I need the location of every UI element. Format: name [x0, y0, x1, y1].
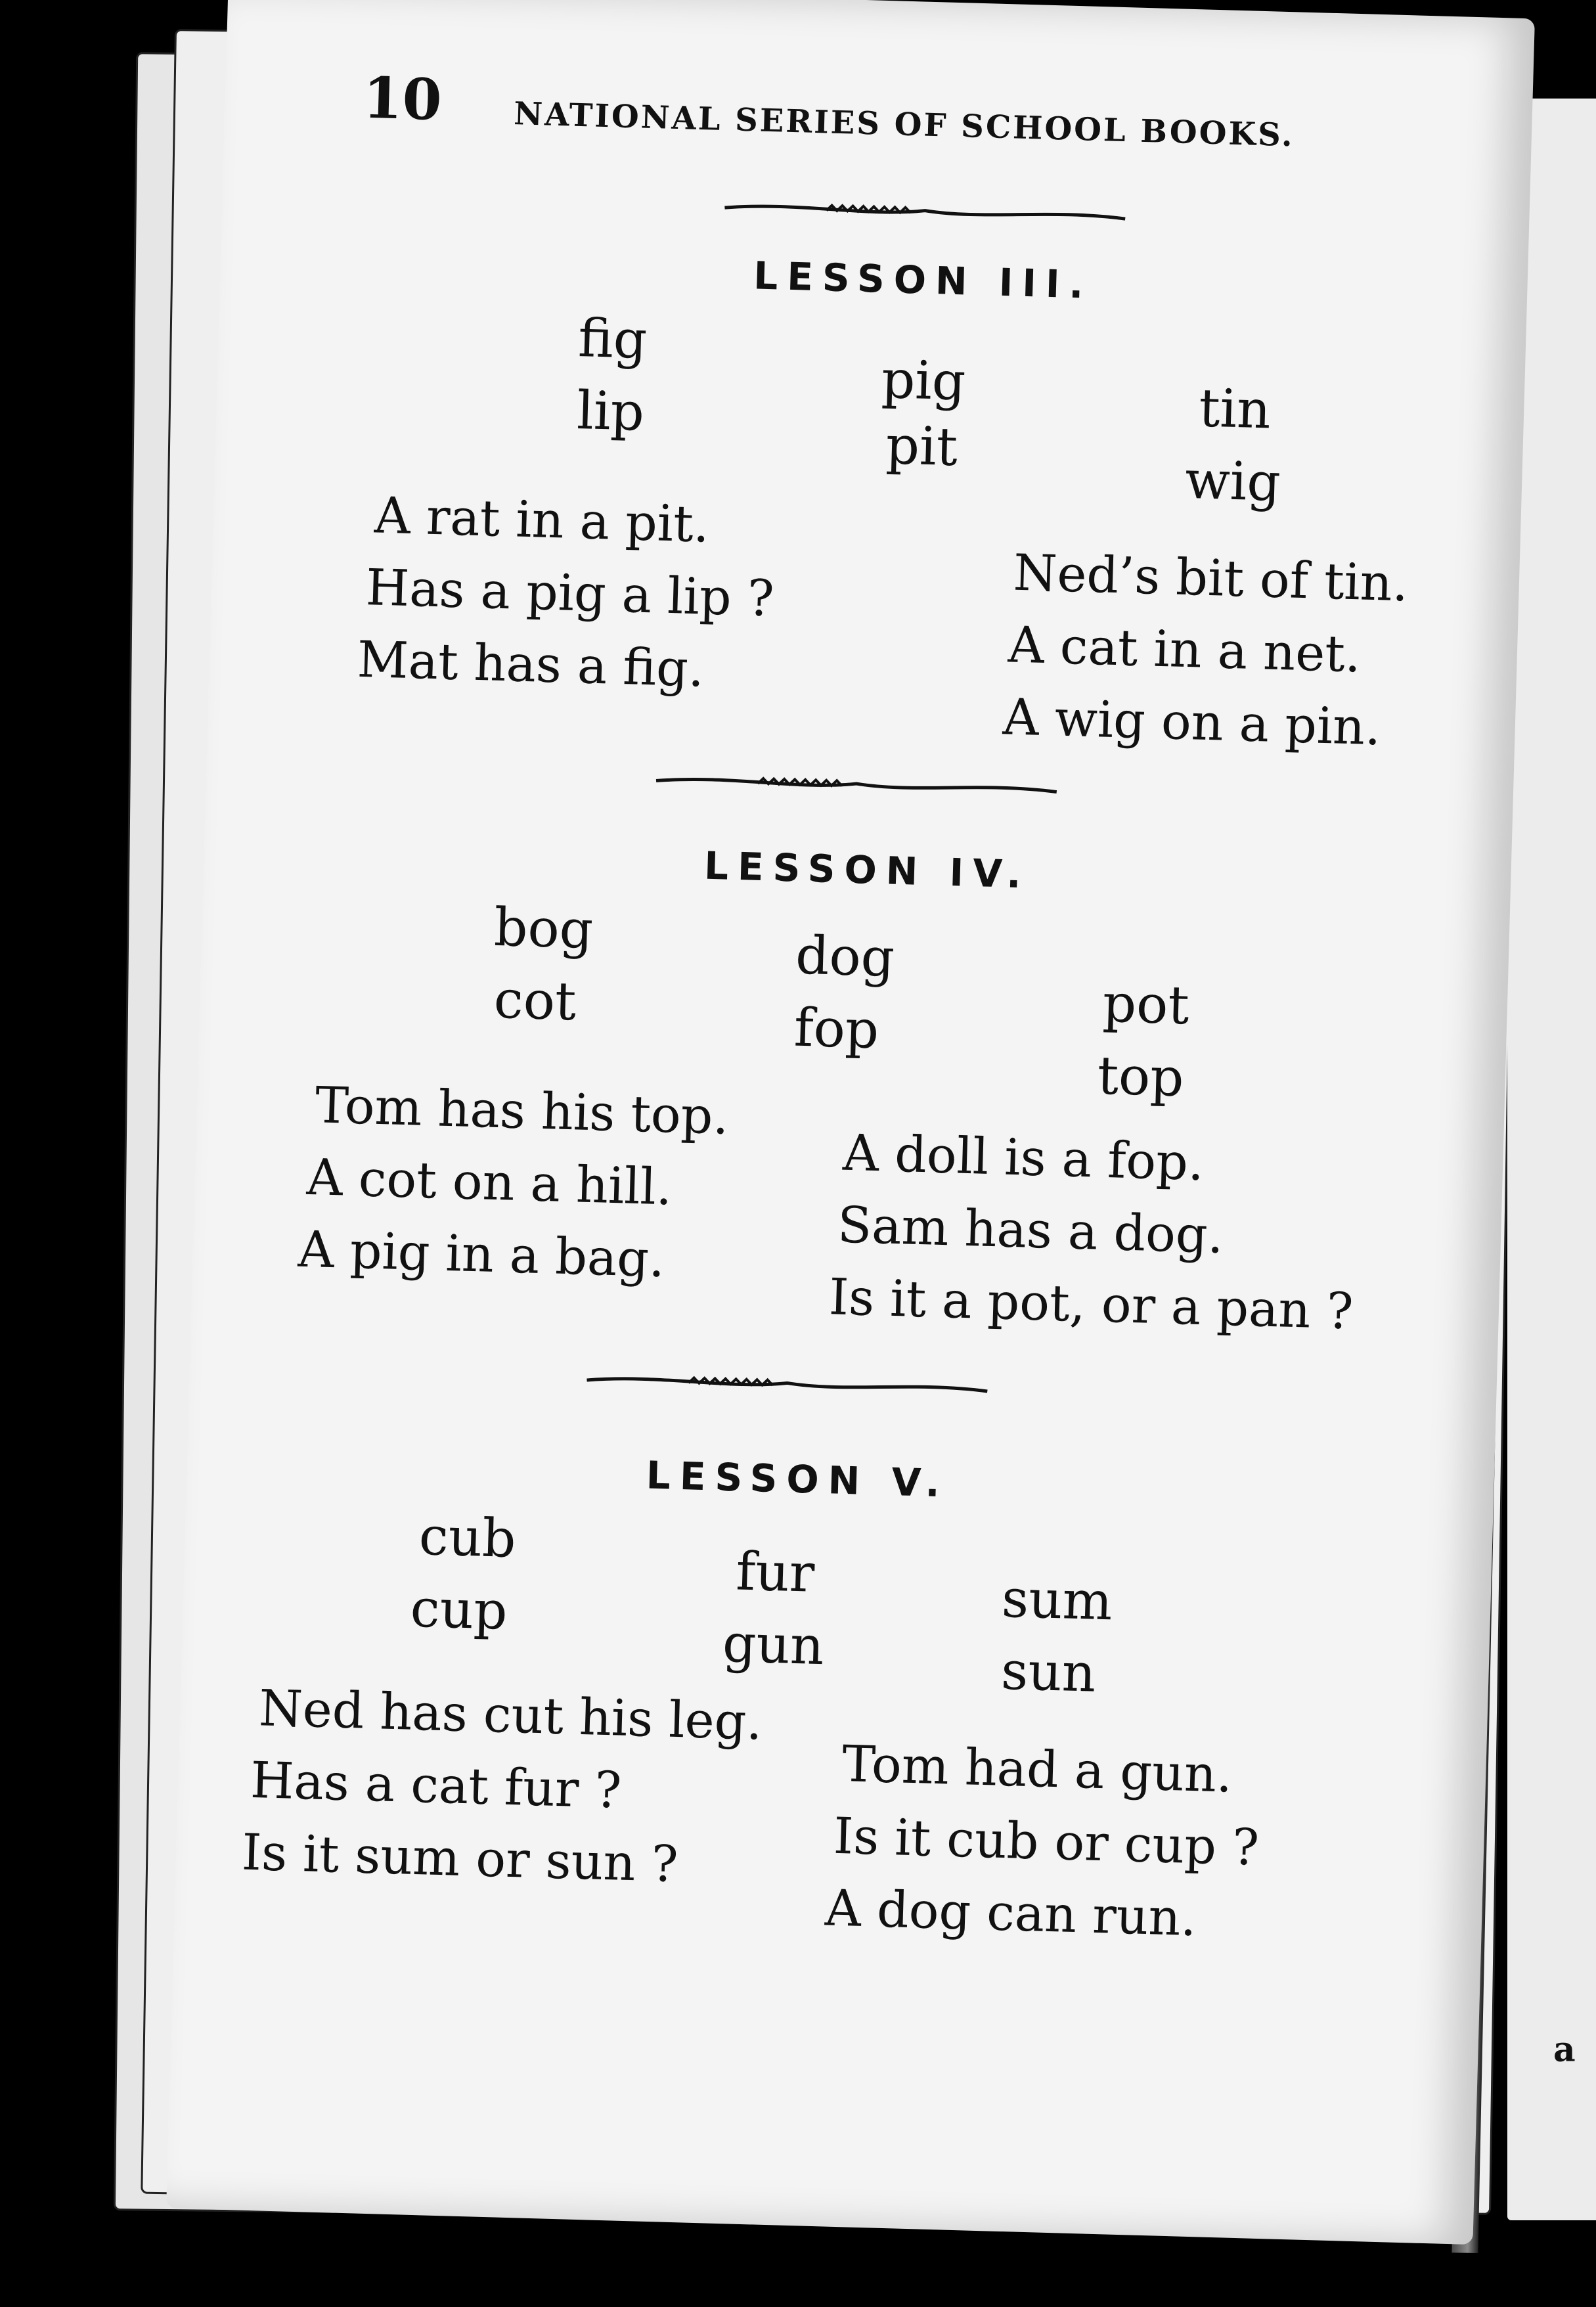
ornament-icon [583, 1366, 991, 1403]
lesson-4-word: top [1096, 1044, 1185, 1109]
lesson-3-word: lip [576, 379, 646, 443]
lesson-4-word: dog [795, 924, 896, 989]
lesson-3-word: pit [885, 414, 959, 478]
lesson-5-sentence: Is it cub or cup ? [833, 1806, 1260, 1877]
facing-page-letter: a [1553, 2030, 1576, 2070]
page-number: 10 [362, 64, 443, 133]
lesson-3-title: LESSON III. [753, 253, 1094, 307]
lesson-3-sentence: Ned’s bit of tin. [1012, 543, 1409, 613]
lesson-3-word: pig [880, 348, 967, 413]
lesson-4-sentence: Tom has his top. [314, 1075, 730, 1146]
lesson-3-word: wig [1184, 449, 1282, 513]
lesson-3-word: fig [577, 307, 648, 370]
lesson-5-sentence: Ned has cut his leg. [258, 1678, 763, 1751]
page-header [362, 65, 1513, 176]
ornamental-rule [653, 766, 1061, 803]
running-title: NATIONAL SERIES OF SCHOOL BOOKS. [513, 95, 1295, 154]
lesson-3-sentence: A cat in a net. [1007, 615, 1362, 684]
lesson-4-sentence: Sam has a dog. [837, 1195, 1224, 1265]
lesson-4-sentence: Is it a pot, or a pan ? [828, 1267, 1354, 1341]
lesson-5-sentence: Is it sum or sun ? [241, 1822, 679, 1894]
lesson-5-title: LESSON V. [646, 1452, 950, 1506]
lesson-5-word: sum [1000, 1567, 1113, 1632]
ornamental-rule [721, 193, 1129, 231]
lesson-5-sentence: Has a cat fur ? [250, 1750, 623, 1820]
lesson-4-word: fop [793, 997, 880, 1061]
ornamental-rule [583, 1366, 991, 1403]
lesson-5-word: cup [409, 1577, 508, 1642]
lesson-4-word: bog [493, 896, 594, 960]
lesson-4-word: cot [493, 968, 577, 1033]
lesson-3-sentence: A rat in a pit. [373, 485, 711, 554]
lesson-4-sentence: A cot on a hill. [305, 1147, 673, 1217]
lesson-5-word: sun [1000, 1640, 1097, 1704]
lesson-4-word: pot [1101, 972, 1190, 1037]
book-page [166, 0, 1535, 2245]
lesson-3-sentence: A wig on a pin. [1002, 687, 1382, 757]
lesson-5-word: fur [735, 1540, 816, 1604]
lesson-5-sentence: Tom had a gun. [841, 1734, 1233, 1804]
lesson-3-word: tin [1198, 377, 1272, 441]
lesson-4-sentence: A doll is a fop. [842, 1123, 1205, 1192]
lesson-3-sentence: Mat has a fig. [356, 629, 705, 698]
ornament-icon [653, 766, 1061, 803]
lesson-5-word: cub [418, 1505, 517, 1570]
lesson-3-sentence: Has a pig a lip ? [365, 558, 775, 628]
lesson-5-word: gun [721, 1612, 825, 1677]
lesson-4-sentence: A pig in a bag. [297, 1219, 666, 1289]
lesson-5-sentence: A dog can run. [824, 1878, 1197, 1948]
lesson-4-title: LESSON IV. [703, 843, 1031, 897]
ornament-icon [721, 193, 1129, 231]
